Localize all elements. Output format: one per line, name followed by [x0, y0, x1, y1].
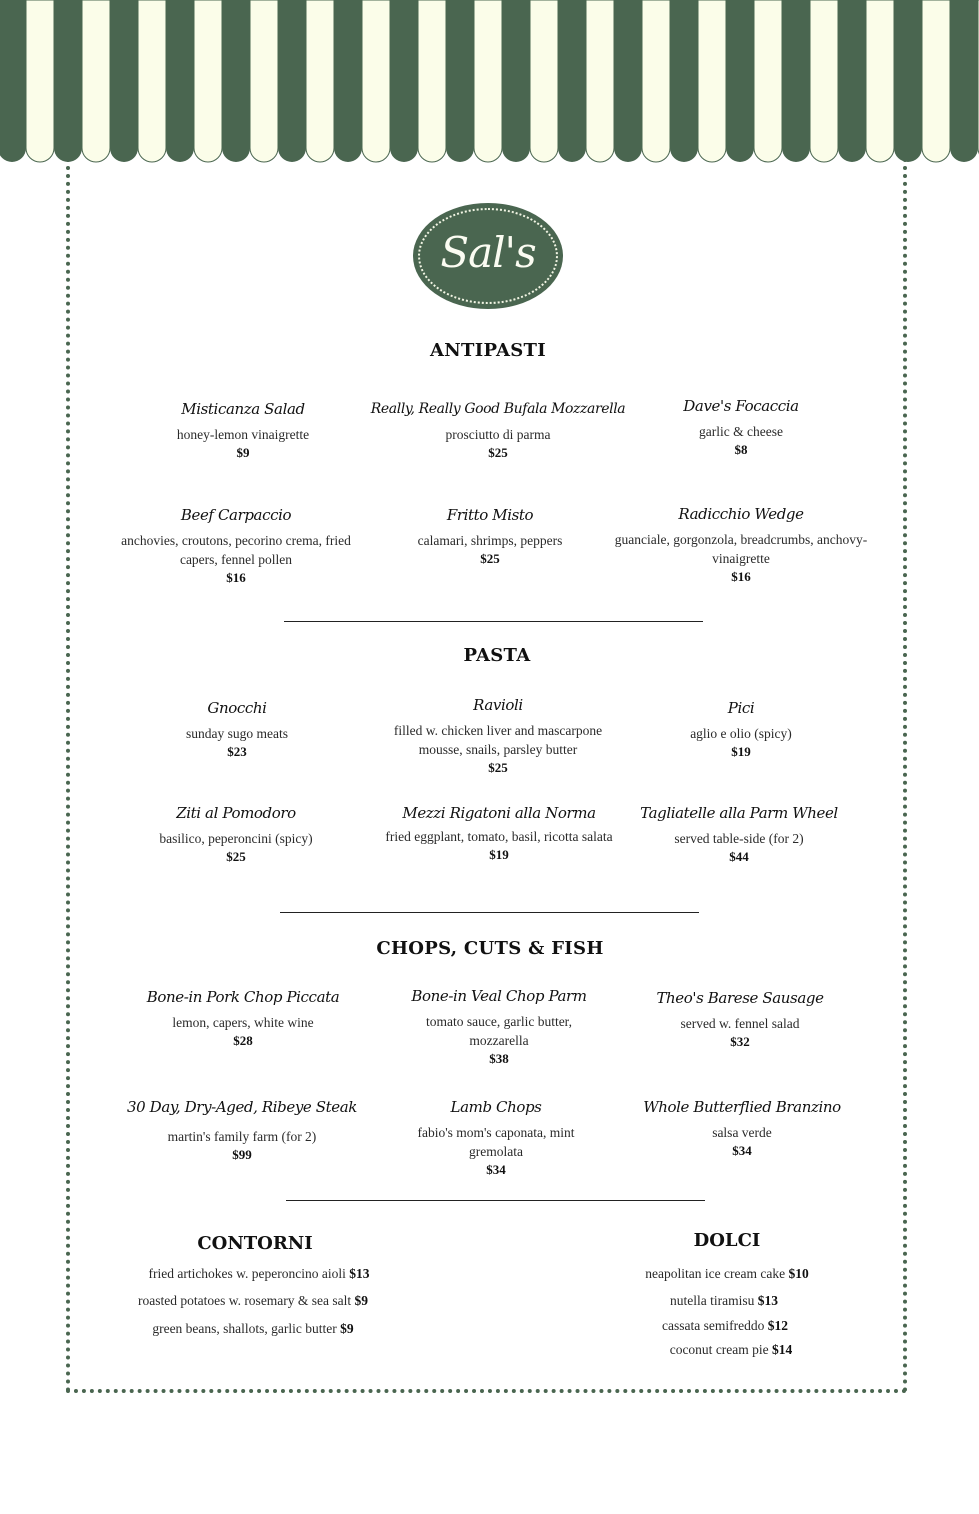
item-name: Theo's Barese Sausage	[656, 989, 824, 1007]
side-item-price: $13	[757, 1293, 778, 1308]
awning-stripe-green	[54, 0, 82, 162]
awning-stripe-green	[894, 0, 922, 162]
menu-item	[373, 695, 623, 777]
awning-stripe-cream	[306, 0, 334, 162]
awning-stripe-cream	[866, 0, 894, 162]
item-price: $38	[489, 1051, 509, 1066]
item-name: Really, Really Good Bufala Mozzarella	[370, 401, 626, 417]
side-item	[103, 1321, 403, 1337]
item-description: martin's family farm (for 2)	[167, 1129, 317, 1144]
awning-stripe-cream	[362, 0, 390, 162]
awning-stripe-green	[838, 0, 866, 162]
awning-stripe-cream	[26, 0, 54, 162]
menu-item	[614, 803, 864, 866]
side-item	[575, 1318, 875, 1334]
awning-stripe-green	[446, 0, 474, 162]
section-title-antipasti: ANTIPASTI	[430, 340, 546, 361]
item-price: $23	[227, 744, 247, 759]
menu-item	[617, 1097, 867, 1160]
side-item-text: neapolitan ice cream cake	[645, 1266, 786, 1281]
side-item-text: nutella tiramisu	[670, 1293, 755, 1308]
item-price: $25	[480, 551, 500, 566]
item-price: $25	[488, 445, 508, 460]
item-description: fried eggplant, tomato, basil, ricotta salata	[385, 829, 613, 844]
section-title-dolci: DOLCI	[693, 1230, 761, 1251]
menu-item	[107, 1097, 377, 1164]
side-item-text: green beans, shallots, garlic butter	[152, 1321, 337, 1336]
side-item-text: fried artichokes w. peperoncino aioli	[148, 1266, 346, 1281]
menu-item	[365, 505, 615, 568]
side-item-price: $9	[340, 1321, 354, 1336]
menu-item	[118, 987, 368, 1050]
restaurant-logo	[413, 203, 563, 309]
menu-item	[616, 396, 866, 459]
awning-stripe-cream	[586, 0, 614, 162]
side-item	[574, 1293, 874, 1309]
awning-stripe-cream	[474, 0, 502, 162]
awning-stripe-cream	[810, 0, 838, 162]
item-description: fabio's mom's caponata, mint gremolata	[417, 1125, 575, 1159]
item-name: Gnocchi	[207, 699, 267, 717]
section-divider	[280, 912, 699, 913]
side-item	[577, 1266, 877, 1282]
section-divider	[286, 1200, 705, 1201]
awning-stripe-green	[558, 0, 586, 162]
awning-stripe-cream	[82, 0, 110, 162]
side-item-text: cassata semifreddo	[662, 1318, 765, 1333]
awning-stripe-green	[502, 0, 530, 162]
item-price: $34	[732, 1143, 752, 1158]
awning-stripe-cream	[138, 0, 166, 162]
item-name: Misticanza Salad	[181, 400, 305, 418]
side-item-price: $12	[767, 1318, 788, 1333]
side-item-text: coconut cream pie	[669, 1342, 769, 1357]
item-price: $32	[730, 1034, 750, 1049]
side-item-price: $10	[788, 1266, 809, 1281]
logo-text: Sal's	[440, 228, 536, 277]
item-description: lemon, capers, white wine	[172, 1015, 314, 1030]
item-description: basilico, peperoncini (spicy)	[159, 831, 313, 846]
menu-item	[106, 505, 366, 587]
item-description: tomato sauce, garlic butter, mozzarella	[425, 1014, 573, 1048]
menu-item	[374, 986, 624, 1068]
item-name: Lamb Chops	[450, 1098, 542, 1116]
awning-stripe-green	[0, 0, 26, 162]
item-price: $28	[233, 1033, 253, 1048]
awning-stripe-cream	[642, 0, 670, 162]
side-item-text: roasted potatoes w. rosemary & sea salt	[137, 1293, 352, 1308]
item-description: sunday sugo meats	[186, 726, 288, 741]
item-price: $44	[729, 849, 749, 864]
item-description: prosciutto di parma	[445, 427, 551, 442]
menu-item	[111, 803, 361, 866]
awning-stripe-green	[950, 0, 978, 162]
item-name: Dave's Focaccia	[683, 397, 799, 415]
item-name: Beef Carpaccio	[180, 506, 292, 524]
item-price: $19	[731, 744, 751, 759]
menu-item	[616, 698, 866, 761]
item-name: Ziti al Pomodoro	[176, 804, 296, 822]
menu-item	[371, 1097, 621, 1179]
section-title-chops-cuts-fish: CHOPS, CUTS & FISH	[376, 938, 604, 959]
item-description: filled w. chicken liver and mascarpone mousse, snails, parsley butter	[393, 723, 603, 757]
item-price: $16	[731, 569, 751, 584]
menu-item	[611, 504, 871, 586]
item-name: Whole Butterflied Branzino	[643, 1098, 841, 1116]
awning-stripe-cream	[754, 0, 782, 162]
item-name: Pici	[727, 699, 755, 717]
item-description: anchovies, croutons, pecorino crema, fried capers, fennel pollen	[121, 533, 351, 567]
awning-stripe-cream	[530, 0, 558, 162]
awning-stripe-cream	[922, 0, 950, 162]
awning-stripe-cream	[250, 0, 278, 162]
item-description: honey-lemon vinaigrette	[176, 427, 310, 442]
section-divider	[284, 621, 703, 622]
item-name: Mezzi Rigatoni alla Norma	[402, 804, 596, 822]
item-price: $25	[488, 760, 508, 775]
menu-item	[112, 698, 362, 761]
item-price: $19	[489, 847, 509, 862]
item-description: salsa verde	[712, 1125, 772, 1140]
side-item	[581, 1342, 881, 1358]
awning-stripe-cream	[418, 0, 446, 162]
awning-stripe-cream	[194, 0, 222, 162]
item-name: Ravioli	[473, 696, 523, 714]
item-name: 30 Day, Dry-Aged, Ribeye Steak	[127, 1098, 357, 1116]
item-name: Radicchio Wedge	[678, 505, 804, 523]
item-name: Tagliatelle alla Parm Wheel	[640, 804, 838, 822]
awning-stripe-green	[614, 0, 642, 162]
awning-stripe-green	[110, 0, 138, 162]
awning-stripe-green	[782, 0, 810, 162]
awning-stripe-green	[278, 0, 306, 162]
item-name: Fritto Misto	[446, 506, 534, 524]
menu-item	[348, 399, 648, 462]
item-description: served table-side (for 2)	[674, 831, 804, 846]
item-name: Bone-in Pork Chop Piccata	[146, 988, 340, 1006]
item-price: $8	[734, 442, 748, 457]
menu-item	[615, 988, 865, 1051]
side-item	[103, 1293, 403, 1309]
menu-item	[384, 803, 614, 864]
side-item-price: $14	[772, 1342, 793, 1357]
item-name: Bone-in Veal Chop Parm	[411, 987, 587, 1005]
awning-stripe-green	[166, 0, 194, 162]
item-description: served w. fennel salad	[680, 1016, 800, 1031]
section-title-pasta: PASTA	[463, 645, 531, 666]
item-description: aglio e olio (spicy)	[690, 726, 792, 741]
side-item-price: $9	[354, 1293, 369, 1308]
awning-stripe-green	[222, 0, 250, 162]
awning-stripe-cream	[698, 0, 726, 162]
awning-stripe-green	[670, 0, 698, 162]
menu-item	[118, 399, 368, 462]
section-title-contorni: CONTORNI	[197, 1233, 313, 1254]
item-price: $16	[226, 570, 246, 585]
side-item-price: $13	[349, 1266, 370, 1281]
item-description: guanciale, gorgonzola, breadcrumbs, anchovy-vinaigrette	[614, 532, 868, 566]
item-price: $9	[236, 445, 250, 460]
item-description: calamari, shrimps, peppers	[417, 533, 563, 548]
item-description: garlic & cheese	[699, 424, 783, 439]
side-item	[109, 1266, 409, 1282]
striped-awning	[0, 0, 979, 165]
item-price: $99	[232, 1147, 252, 1162]
item-price: $25	[226, 849, 246, 864]
awning-stripe-green	[390, 0, 418, 162]
item-price: $34	[486, 1162, 506, 1177]
awning-stripe-green	[726, 0, 754, 162]
awning-stripe-green	[334, 0, 362, 162]
